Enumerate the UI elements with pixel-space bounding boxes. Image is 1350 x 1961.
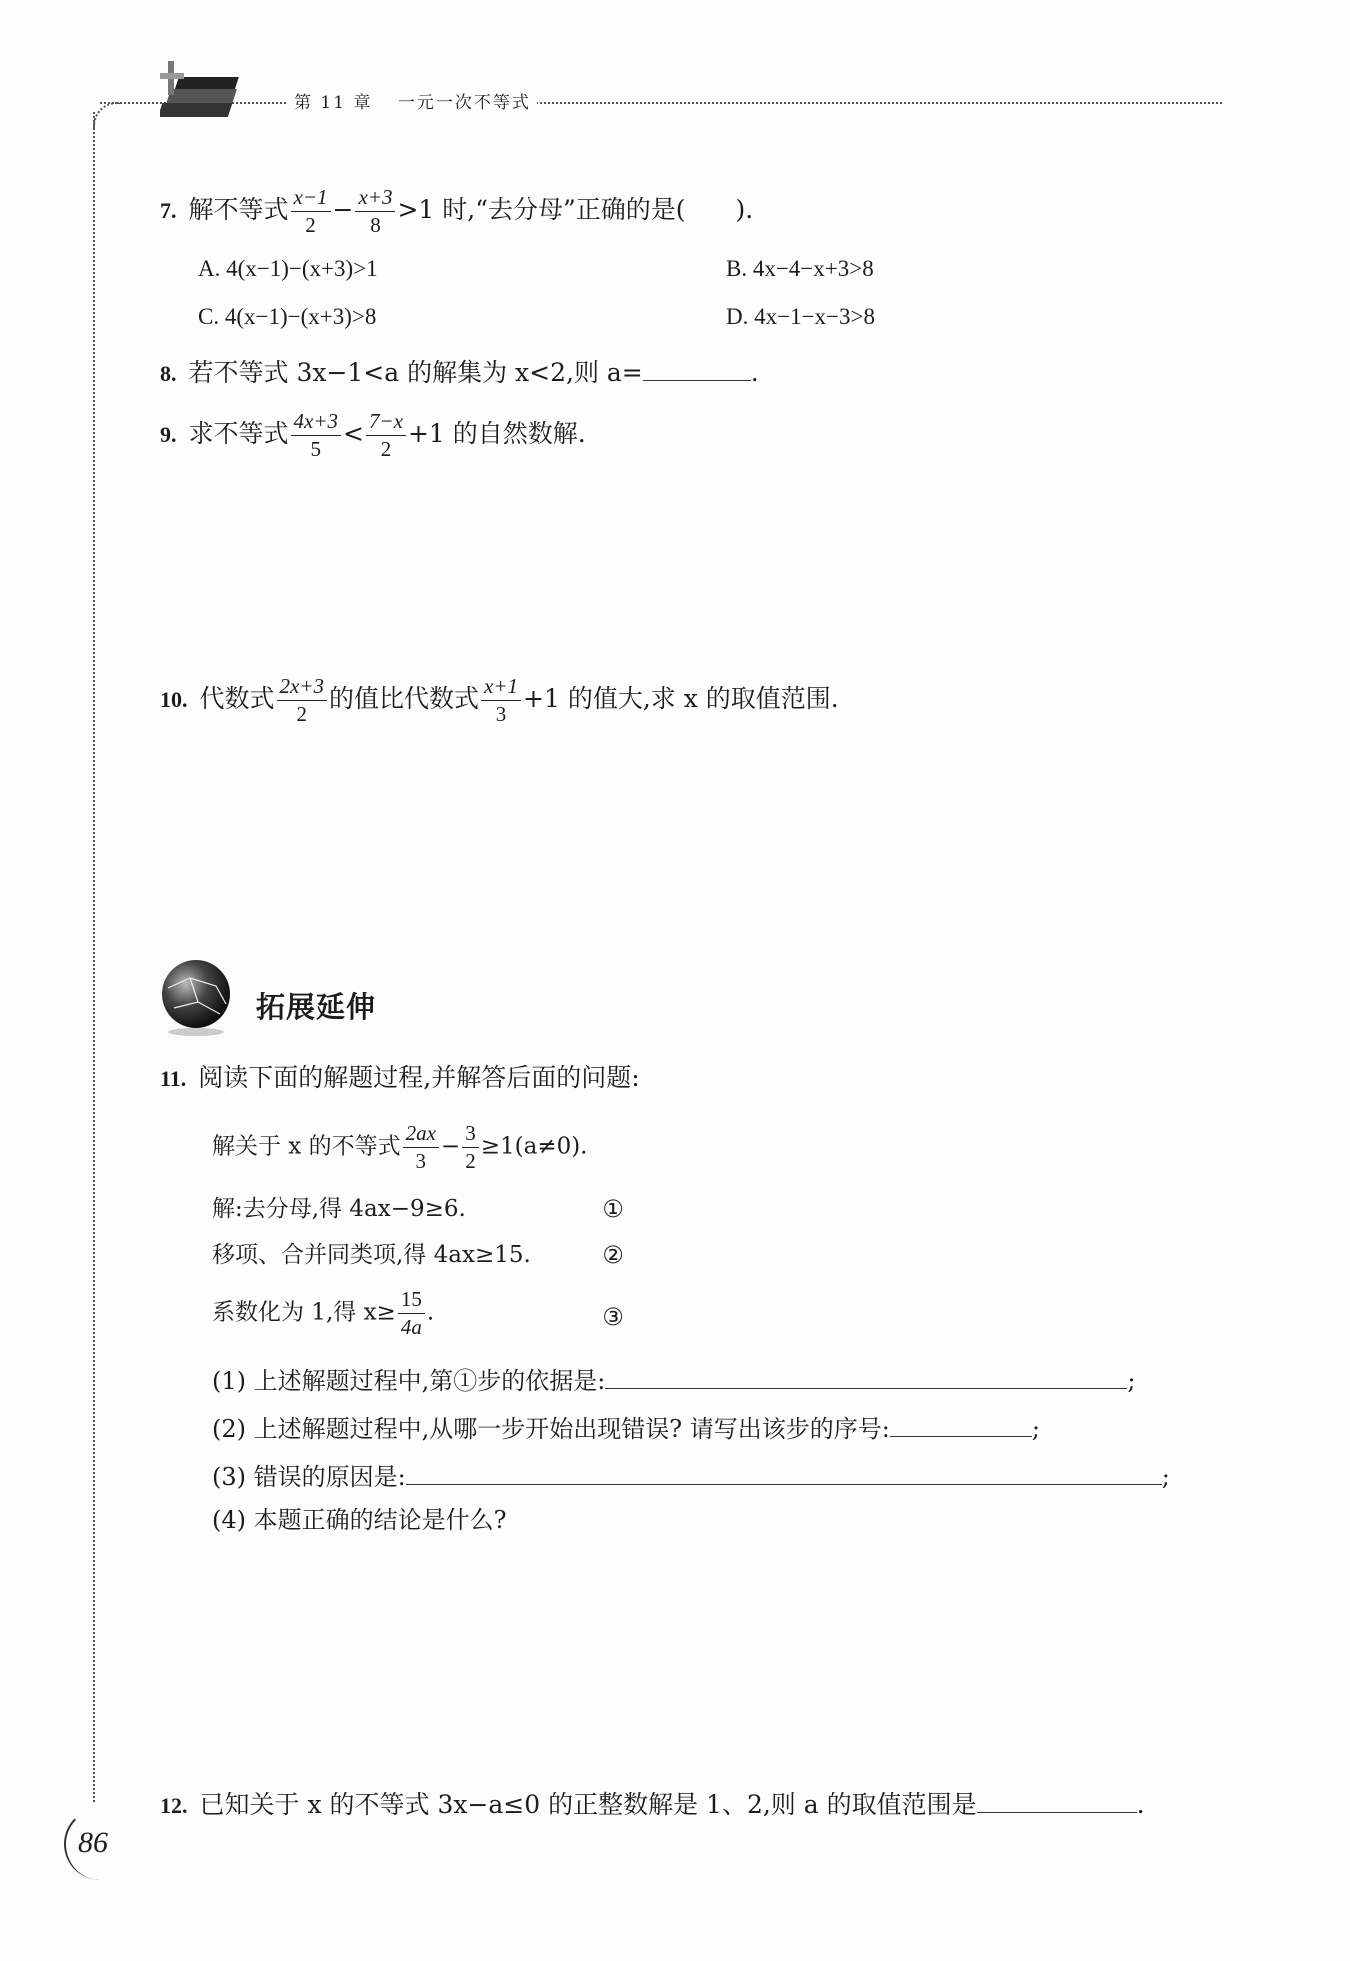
question-7: 7. 解不等式 $\frac{x-1}{2}$ − $\frac{x+3}{8}$ >1 时,“去分母”正确的是( ).	[160, 185, 754, 237]
fraction: $\frac{2x+3}{2}$	[277, 675, 328, 726]
fraction: $\frac{15}{4a}$	[398, 1288, 425, 1339]
q11-subquestion-3: (3) 错误的原因是: ;	[212, 1456, 1170, 1495]
answer-blank[interactable]	[643, 352, 751, 381]
question-number: 7.	[160, 198, 177, 223]
step-1-marker: ①	[602, 1195, 624, 1223]
step-3-marker: ③	[602, 1303, 624, 1331]
q11-step-3: 系数化为 1,得 x≥ $\frac{15}{4a}$ .	[212, 1287, 435, 1339]
books-icon	[160, 55, 260, 135]
option-b: B. 4x−4−x+3>8	[726, 256, 874, 281]
q11-subquestion-1: (1) 上述解题过程中,第①步的依据是: ;	[212, 1360, 1135, 1399]
page-frame-corner	[93, 102, 121, 130]
question-number: 9.	[160, 422, 177, 447]
fraction: $\frac{x+3}{8}$	[355, 186, 395, 237]
page-number: 86	[78, 1826, 108, 1859]
question-12: 12. 已知关于 x 的不等式 3x−a≤0 的正整数解是 1、2,则 a 的取值范围是 .	[160, 1784, 1145, 1824]
fraction: $\frac{3}{2}$	[462, 1122, 479, 1173]
question-11	[160, 1060, 640, 1097]
fraction: $\frac{7-x}{2}$	[366, 410, 406, 461]
q11-step-1: 解:去分母,得 4ax−9≥6.	[212, 1196, 466, 1222]
question-number: 11.	[160, 1066, 187, 1091]
step-2-marker: ②	[602, 1241, 624, 1269]
question-8: 8. 若不等式 3x−1<a 的解集为 x<2,则 a= .	[160, 352, 759, 392]
question-7-suffix: >1 时,“去分母”正确的是( ).	[397, 195, 754, 224]
question-9: 9. 求不等式 $\frac{4x+3}{5}$ < $\frac{7-x}{2}$ +1 的自然数解.	[160, 409, 586, 461]
answer-blank[interactable]	[605, 1360, 1127, 1389]
fraction: $\frac{x+1}{3}$	[481, 675, 521, 726]
page-frame-left-border	[93, 112, 95, 1802]
question-11-intro: 阅读下面的解题过程,并解答后面的问题:	[198, 1063, 640, 1092]
question-7-prefix: 解不等式	[188, 195, 289, 224]
chapter-number: 第 11 章	[294, 93, 373, 113]
question-number: 10.	[160, 687, 188, 712]
q11-subquestion-2: (2) 上述解题过程中,从哪一步开始出现错误? 请写出该步的序号: ;	[212, 1408, 1040, 1447]
option-a: A. 4(x−1)−(x+3)>1	[198, 256, 378, 281]
fraction: $\frac{x-1}{2}$	[291, 186, 331, 237]
chapter-title: 一元一次不等式	[397, 93, 531, 113]
option-d: D. 4x−1−x−3>8	[726, 304, 875, 329]
answer-blank[interactable]	[977, 1784, 1137, 1813]
answer-blank[interactable]	[406, 1456, 1162, 1485]
question-12-text: 已知关于 x 的不等式 3x−a≤0 的正整数解是 1、2,则 a 的取值范围是	[199, 1790, 977, 1819]
fraction: $\frac{4x+3}{5}$	[291, 410, 342, 461]
globe-icon	[160, 958, 236, 1038]
fraction: $\frac{2ax}{3}$	[403, 1122, 439, 1173]
question-number: 12.	[160, 1793, 188, 1818]
chapter-header	[288, 88, 537, 113]
page-frame-top-border	[100, 102, 1222, 104]
answer-blank[interactable]	[890, 1408, 1032, 1437]
q11-problem: 解关于 x 的不等式 $\frac{2ax}{3}$ − $\frac{3}{2}$ ≥1(a≠0).	[212, 1121, 588, 1173]
question-8-text: 若不等式 3x−1<a 的解集为 x<2,则 a=	[188, 358, 643, 387]
option-c: C. 4(x−1)−(x+3)>8	[198, 304, 377, 329]
q11-subquestion-4: (4) 本题正确的结论是什么?	[212, 1506, 507, 1534]
q11-step-2: 移项、合并同类项,得 4ax≥15.	[212, 1242, 531, 1268]
question-number: 8.	[160, 361, 177, 386]
question-10: 10. 代数式 $\frac{2x+3}{2}$ 的值比代数式 $\frac{x+1}{3}$ +1 的值大,求 x 的取值范围.	[160, 674, 839, 726]
section-title: 拓展延伸	[256, 990, 377, 1024]
